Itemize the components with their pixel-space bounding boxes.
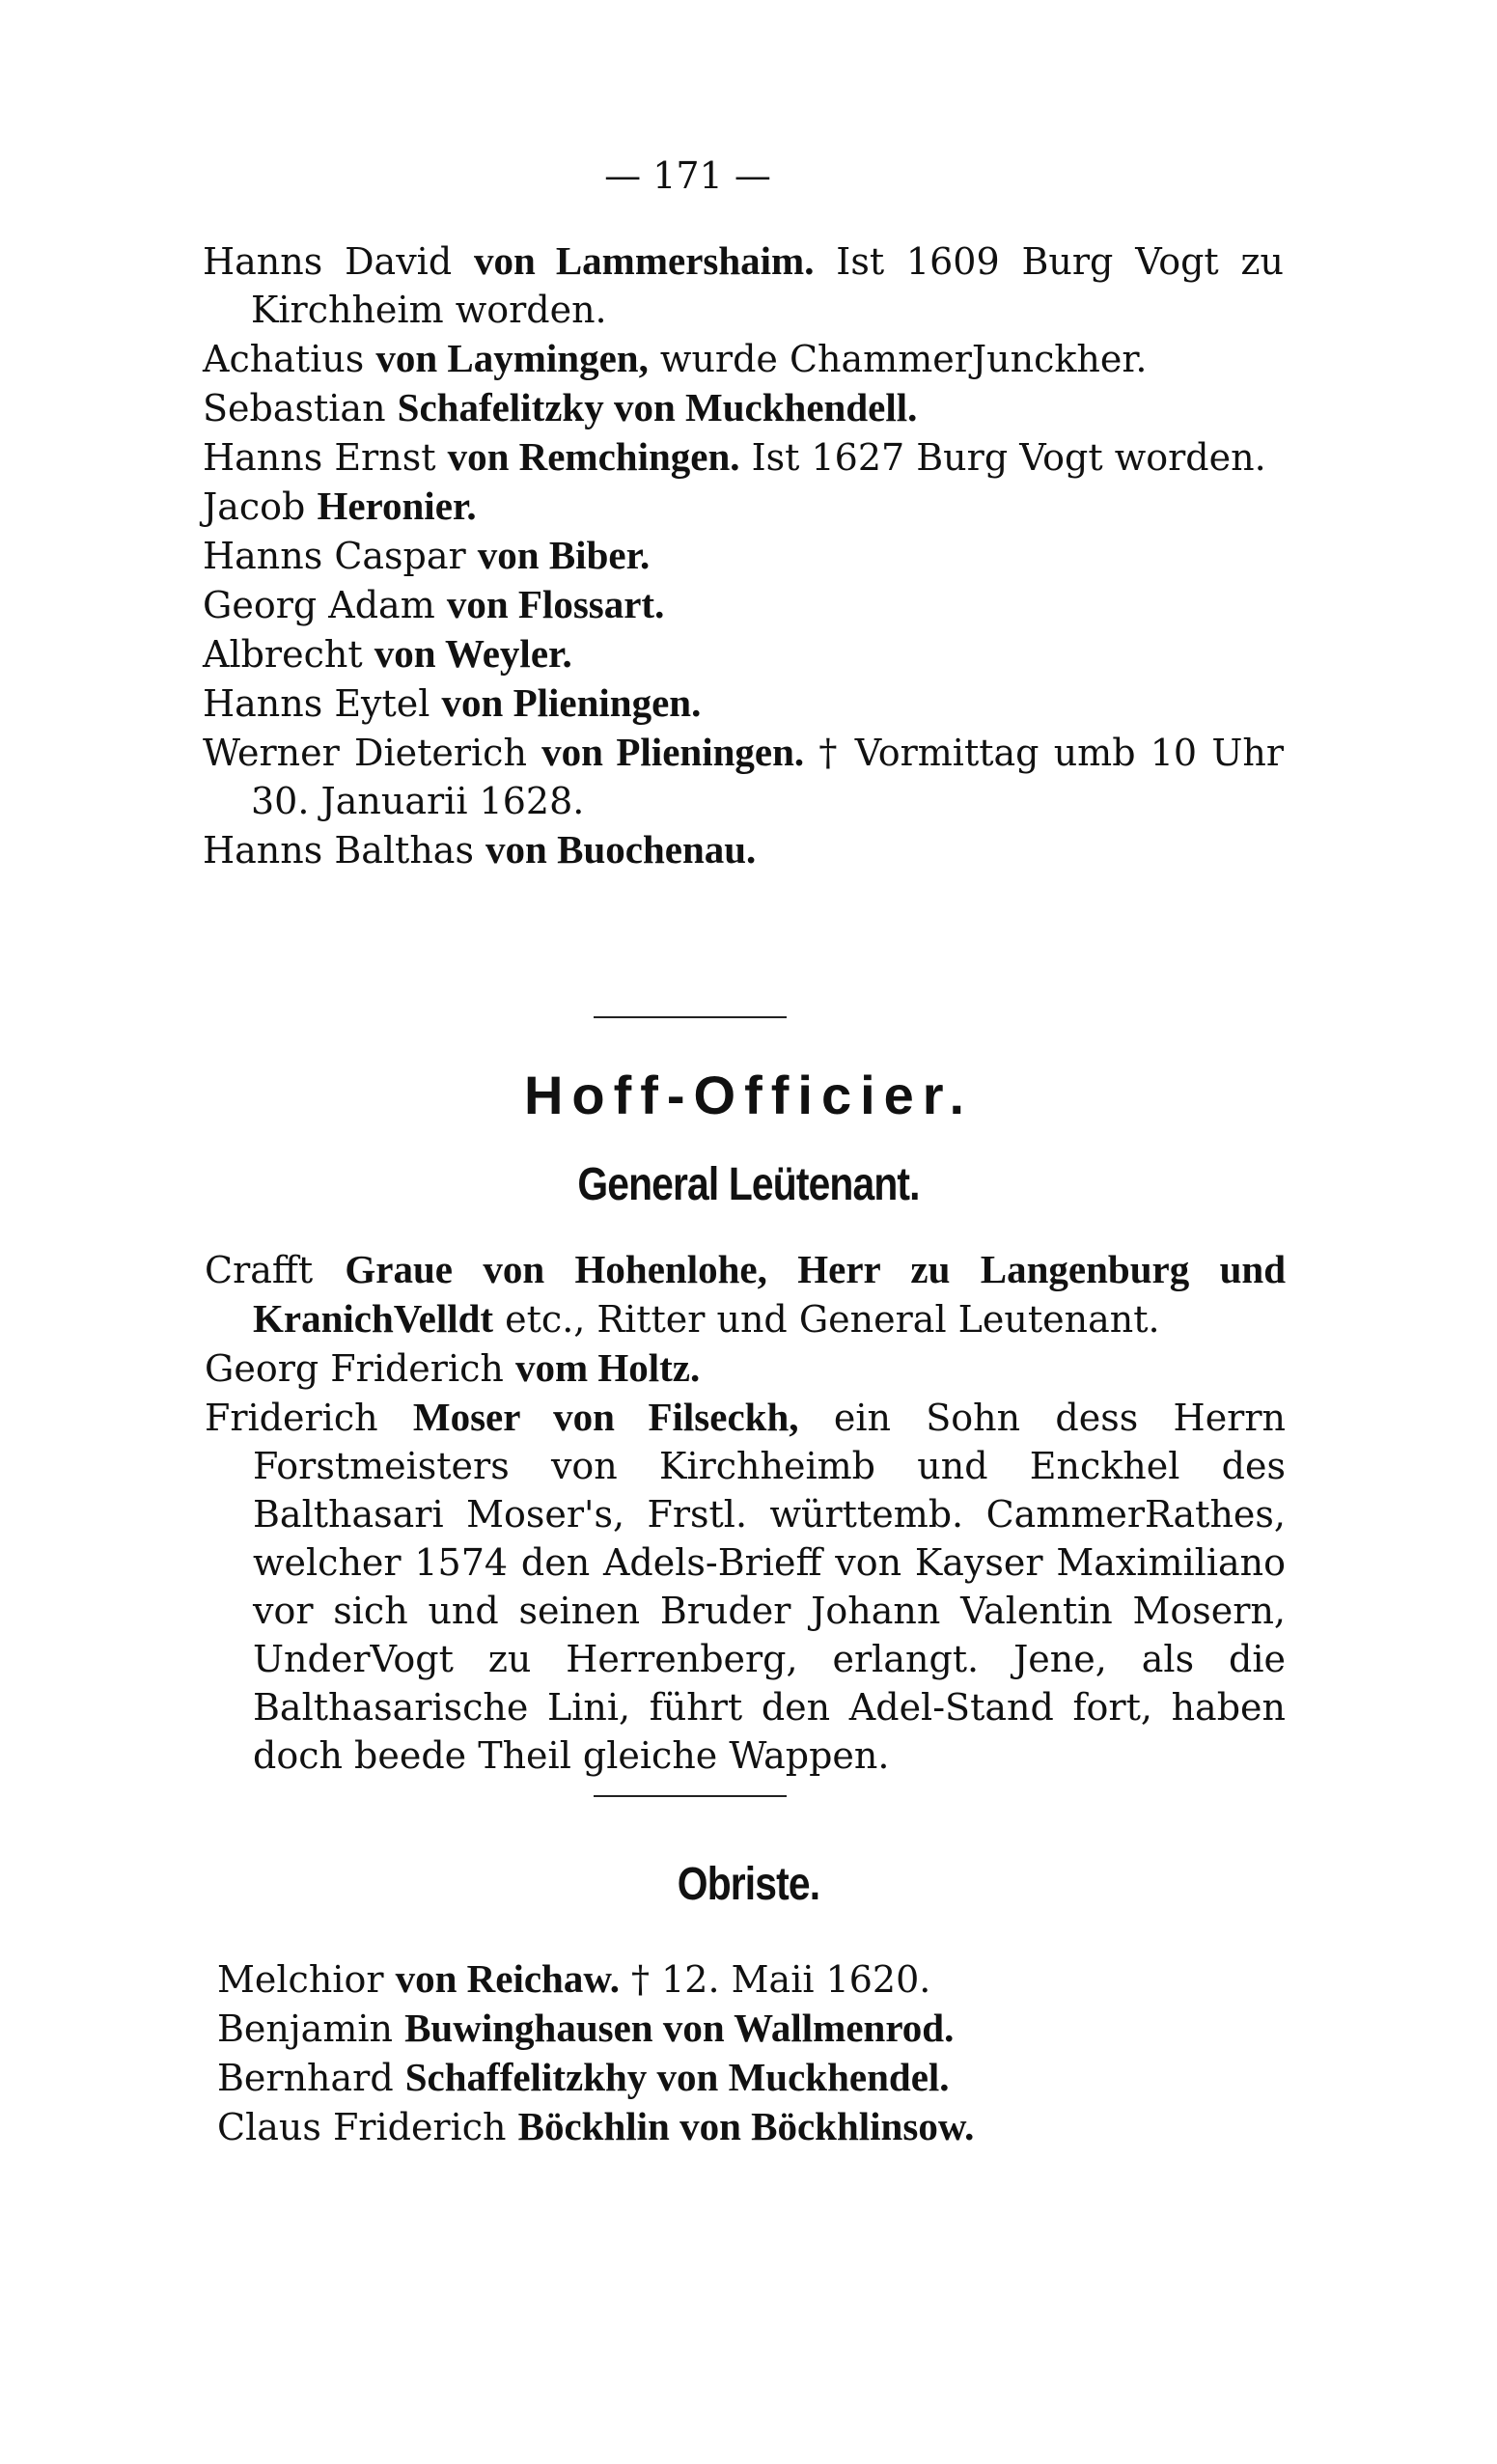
- list-entry: [205, 1343, 1286, 1393]
- entry-name: vom Holtz.: [514, 1345, 701, 1390]
- entry-prefix: Melchior: [217, 1958, 396, 2001]
- entry-suffix: ein Sohn dess Herrn Forstmeisters von Kirchheimb und Enckhel des Balthasari Moser's, Frstl. württemb. CammerRathes, welcher 1574 den Adels-Brieff von Kayser Maximiliano vor sich und seinen Bruder Johann Valentin Mosern, UnderVogt zu Herrenberg, erlangt. Jene, als die Balthasarische Lini, führt den Adel-Stand fort, haben doch beede Theil gleiche Wappen.: [253, 1397, 1286, 1777]
- list-entry: [217, 2004, 1298, 2053]
- list-entry: [203, 236, 1284, 334]
- top-name-list: [203, 236, 1284, 874]
- list-entry: [217, 2102, 1298, 2151]
- list-entry: [205, 1245, 1286, 1343]
- entry-name: Heronier.: [317, 484, 477, 528]
- entry-prefix: Werner Dieterich: [203, 732, 542, 774]
- entry-name: Buwinghausen von Wallmenrod.: [404, 2006, 955, 2050]
- section-divider: [594, 1016, 787, 1018]
- list-entry: [203, 728, 1284, 825]
- list-entry: [203, 678, 1284, 728]
- entry-prefix: Hanns Caspar: [203, 535, 478, 577]
- entry-name: von Plieningen.: [441, 680, 702, 725]
- list-entry: [203, 580, 1284, 629]
- entry-name: von Buochenau.: [485, 827, 757, 872]
- list-entry: [217, 2053, 1298, 2102]
- entry-suffix: Ist 1627 Burg Vogt worden.: [739, 436, 1266, 479]
- entry-prefix: Hanns Eytel: [203, 682, 442, 725]
- entry-name: von Reichaw.: [395, 1956, 620, 2001]
- entry-prefix: Jacob: [203, 485, 318, 528]
- section-title-obriste: Obriste.: [677, 1859, 820, 1910]
- obriste-list: [217, 1954, 1298, 2151]
- entry-name: von Plieningen.: [541, 730, 805, 774]
- entry-prefix: Claus Friderich: [217, 2106, 518, 2148]
- entry-name: Schafelitzky von Muckhendell.: [397, 385, 918, 429]
- section-divider: [594, 1795, 787, 1797]
- entry-name: von Remchingen.: [447, 434, 740, 479]
- entry-prefix: Crafft: [205, 1249, 346, 1291]
- entry-prefix: Georg Friderich: [205, 1347, 515, 1390]
- list-entry: [203, 334, 1284, 383]
- entry-suffix: wurde ChammerJunckher.: [648, 338, 1148, 380]
- list-entry: [203, 432, 1284, 482]
- entry-prefix: Sebastian: [203, 387, 398, 429]
- entry-name: von Laymingen,: [375, 336, 649, 380]
- entry-name: Schaffelitzkhy von Muckhendel.: [404, 2055, 950, 2099]
- section-subtitle-general-leutenant: General Leütenant.: [577, 1159, 920, 1210]
- entry-name: Moser von Filseckh,: [412, 1395, 799, 1439]
- entry-suffix: etc., Ritter und General Leutenant.: [493, 1298, 1160, 1341]
- list-entry: [203, 629, 1284, 678]
- list-entry: [203, 383, 1284, 432]
- entry-name: Böckhlin von Böckhlinsow.: [517, 2104, 975, 2148]
- list-entry: [203, 531, 1284, 580]
- entry-prefix: Albrecht: [203, 633, 374, 676]
- entry-name: von Weyler.: [374, 631, 572, 676]
- list-entry: [203, 825, 1284, 874]
- list-entry: [203, 482, 1284, 531]
- entry-name: Graue von Hohenlohe, Herr zu Langenburg und KranichVelldt: [253, 1247, 1286, 1341]
- entry-prefix: Hanns David: [203, 240, 475, 283]
- section-title-hoff-officier: Hoff-Officier.: [523, 1065, 974, 1125]
- entry-name: von Lammershaim.: [474, 238, 815, 283]
- page-number: — 171 —: [604, 154, 771, 197]
- entry-prefix: Benjamin: [217, 2007, 405, 2050]
- entry-prefix: Hanns Ernst: [203, 436, 448, 479]
- entry-prefix: Georg Adam: [203, 584, 447, 626]
- list-entry: [205, 1393, 1286, 1780]
- entry-suffix: Ist 1609 Burg Vogt zu Kirchheim worden.: [251, 240, 1285, 331]
- entry-name: von Biber.: [477, 533, 651, 577]
- entry-prefix: Friderich: [205, 1397, 413, 1439]
- entry-name: von Flossart.: [446, 582, 665, 626]
- entry-suffix: † Vormittag umb 10 Uhr 30. Januarii 1628.: [251, 732, 1285, 822]
- entry-prefix: Achatius: [203, 338, 376, 380]
- entry-prefix: Hanns Balthas: [203, 829, 486, 872]
- list-entry: [217, 1954, 1298, 2004]
- entry-suffix: † 12. Maii 1620.: [619, 1958, 931, 2001]
- entry-prefix: Bernhard: [217, 2057, 405, 2099]
- general-leutenant-list: [205, 1245, 1286, 1780]
